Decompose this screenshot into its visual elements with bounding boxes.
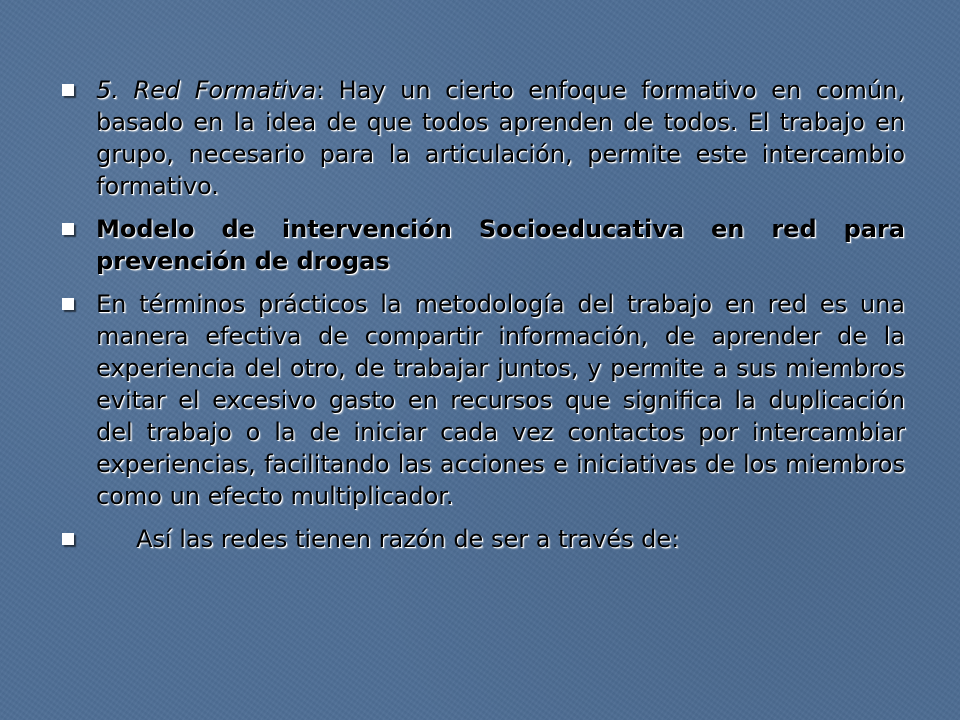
- red-formativa-heading: 5. Red Formativa: [96, 76, 317, 104]
- square-bullet-icon: [62, 84, 74, 96]
- square-bullet-icon: [62, 533, 74, 545]
- square-bullet-icon: [62, 298, 74, 310]
- bullet-item-terminos-practicos: [60, 288, 905, 512]
- red-formativa-body: : Hay un cierto enfoque formativo en común, basado en la idea de que todos aprenden de todos. El trabajo en grupo, necesario para la articulación, permite este intercambio formativo.: [96, 76, 905, 200]
- bullet-item-modelo: [60, 213, 905, 277]
- bullet-item-red-formativa: [60, 74, 905, 202]
- redes-razon-text: Así las redes tienen razón de ser a través de:: [136, 525, 680, 553]
- square-bullet-icon: [62, 223, 74, 235]
- bullet-list: [60, 74, 905, 566]
- bullet-text: [96, 74, 905, 202]
- bullet-item-redes-razon: [60, 523, 905, 555]
- modelo-heading: Modelo de intervención Socioeducativa en red para prevención de drogas: [96, 215, 905, 275]
- terminos-practicos-text: En términos prácticos la metodología del trabajo en red es una manera efectiva de compartir información, de aprender de la experiencia del otro, de trabajar juntos, y permite a sus miembros evitar el excesivo gasto en recursos que significa la duplicación del trabajo o la de iniciar cada vez contactos por intercambiar experiencias, facilitando las acciones e iniciativas de los miembros como un efecto multiplicador.: [96, 290, 905, 510]
